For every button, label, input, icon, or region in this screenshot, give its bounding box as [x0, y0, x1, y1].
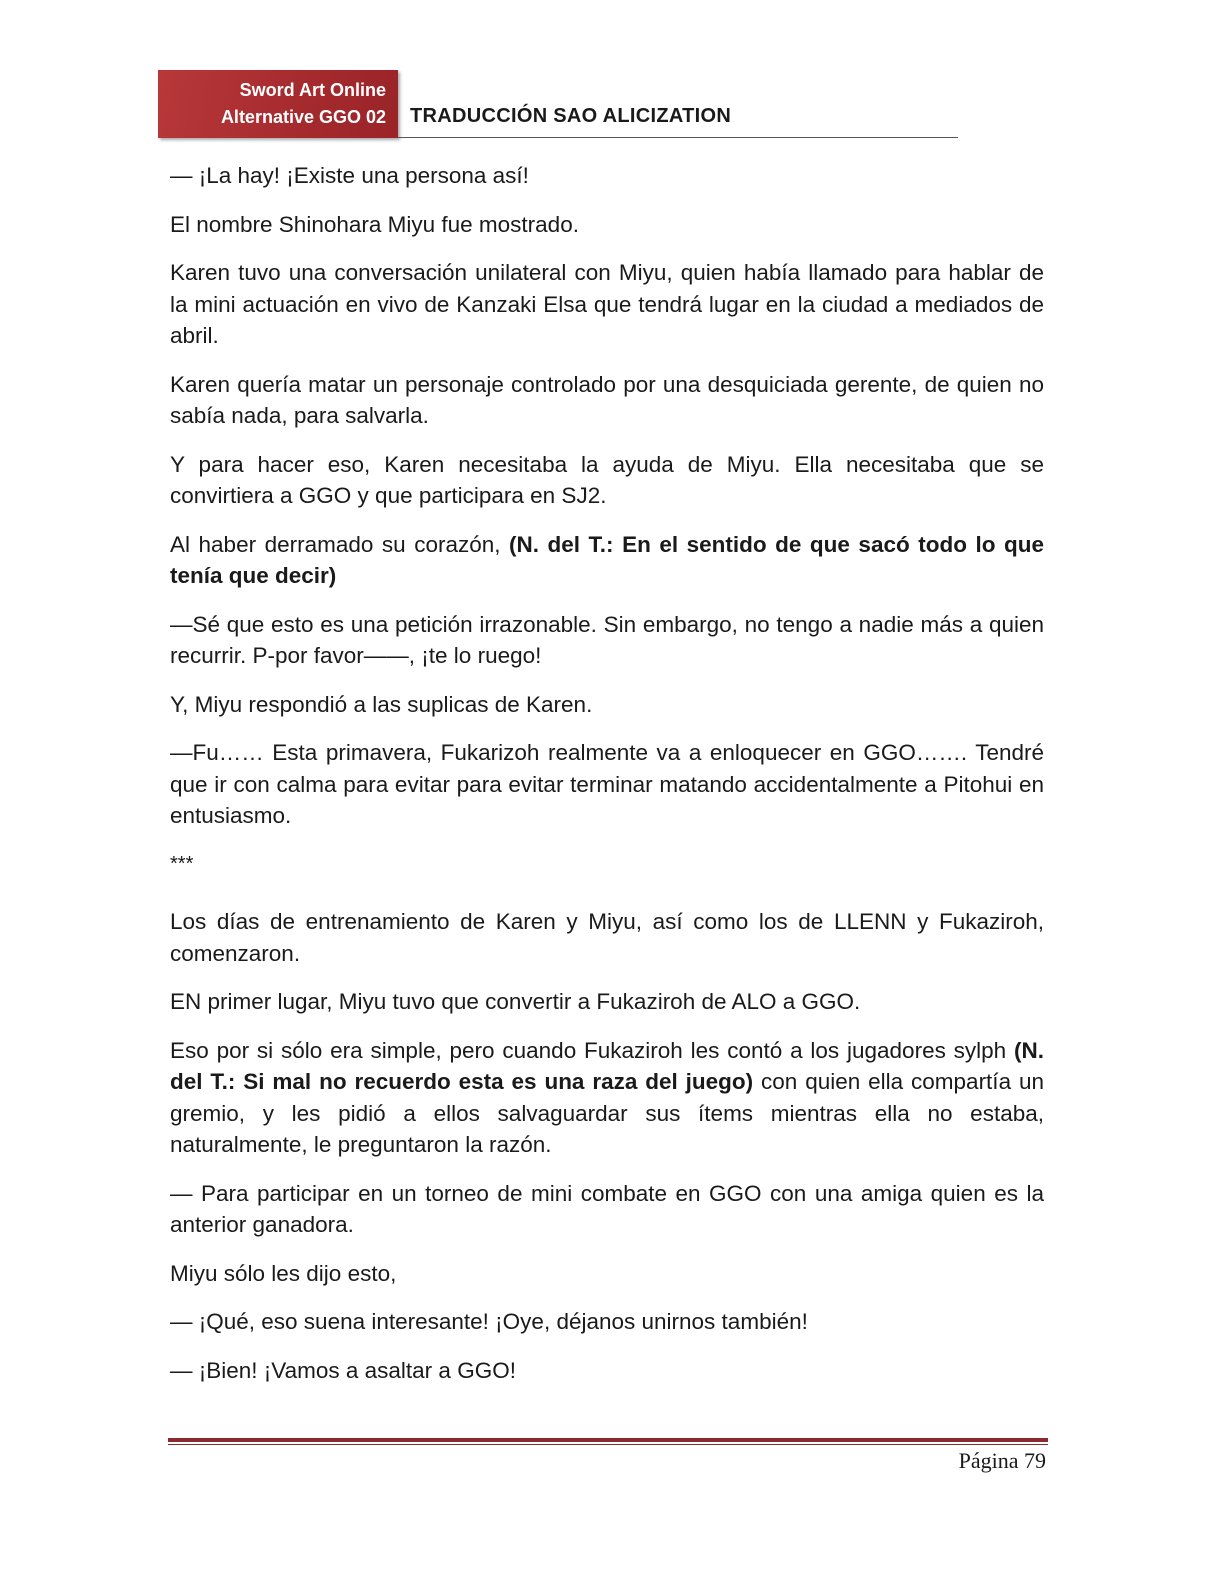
- paragraph: — ¡La hay! ¡Existe una persona así!: [170, 163, 529, 188]
- translator-note: (N. del T.: Si mal no recuerdo esta es una raza del juego): [170, 1037, 1044, 1094]
- paragraph-text: con quien ella compartía un gremio, y les pidió a ellos salvaguardar sus ítems mientras ella no estaba, naturalmente, le preguntaron la razón.: [170, 1069, 1044, 1157]
- paragraph-with-note: [170, 529, 1044, 592]
- paragraph: — Para participar en un torneo de mini combate en GGO con una amiga quien es la anterior ganadora.: [170, 1180, 1044, 1237]
- translator-note: (N. del T.: En el sentido de que sacó todo lo que tenía que decir): [170, 531, 1044, 588]
- paragraph: Karen quería matar un personaje controlado por una desquiciada gerente, de quien no sabía nada, para salvarla.: [170, 371, 1044, 428]
- paragraph-text: Eso por si sólo era simple, pero cuando Fukaziroh les contó a los jugadores sylph: [170, 1037, 1014, 1063]
- paragraph: — ¡Qué, eso suena interesante! ¡Oye, déjanos unirnos también!: [170, 1309, 808, 1334]
- paragraph: Miyu sólo les dijo esto,: [170, 1260, 397, 1286]
- header-divider: [398, 137, 958, 138]
- paragraph: Y para hacer eso, Karen necesitaba la ayuda de Miyu. Ella necesitaba que se convirtiera a GGO y que participara en SJ2.: [170, 451, 1044, 508]
- paragraph: Los días de entrenamiento de Karen y Miyu, así como los de LLENN y Fukaziroh, comenzaron.: [170, 909, 1044, 966]
- paragraph: —Sé que esto es una petición irrazonable. Sin embargo, no tengo a nadie más a quien recurrir. P-por favor――, ¡te lo ruego!: [170, 611, 1044, 668]
- paragraph-with-note: [170, 1035, 1044, 1161]
- page-number: Página 79: [958, 1448, 1046, 1473]
- document-title: TRADUCCIÓN SAO ALICIZATION: [410, 105, 732, 127]
- paragraph: — ¡Bien! ¡Vamos a asaltar a GGO!: [170, 1357, 516, 1383]
- series-title-line2: Alternative GGO 02: [220, 107, 386, 127]
- paragraph: Y, Miyu respondió a las suplicas de Karen.: [170, 691, 593, 717]
- page-header: [158, 70, 958, 138]
- paragraph-text: Al haber derramado su corazón,: [170, 531, 510, 557]
- paragraph: Karen tuvo una conversación unilateral con Miyu, quien había llamado para hablar de la mini actuación en vivo de Kanzaki Elsa que tendrá lugar en la ciudad a mediados de abril.: [170, 260, 1044, 348]
- series-badge: [158, 70, 398, 138]
- footer-divider: [168, 1438, 1048, 1442]
- scene-break: ***: [170, 852, 194, 875]
- page-body: [170, 160, 1044, 1403]
- series-title-line1: Sword Art Online: [239, 80, 386, 100]
- paragraph: EN primer lugar, Miyu tuvo que convertir a Fukaziroh de ALO a GGO.: [170, 989, 861, 1014]
- paragraph: —Fu…… Esta primavera, Fukarizoh realmente va a enloquecer en GGO……. Tendré que ir con calma para evitar para evitar terminar matando accidentalmente a Pitohui en entusiasmo.: [170, 740, 1044, 828]
- paragraph: El nombre Shinohara Miyu fue mostrado.: [170, 211, 579, 237]
- footer-divider-thin: [168, 1444, 1048, 1445]
